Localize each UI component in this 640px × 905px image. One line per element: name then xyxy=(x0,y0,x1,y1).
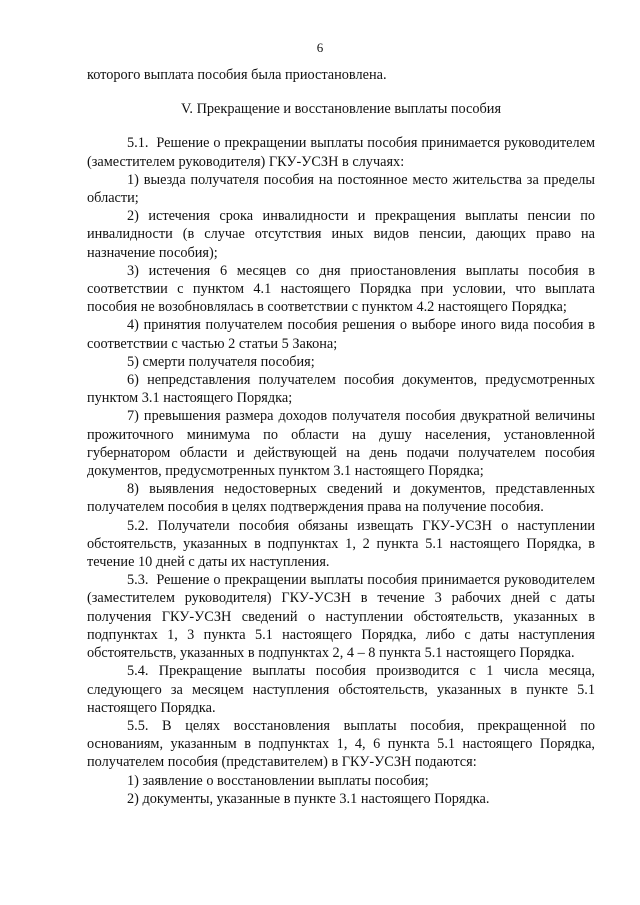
page-number: 6 xyxy=(316,40,324,55)
paragraph-5-3: 5.3. Решение о прекращении выплаты пособия принимается руководителем (заместителем руководителя) ГКУ-УСЗН в течение 3 рабочих дней с даты получения ГКУ-УСЗН сведений о наступлении обстоятельств, указанных в подпунктах 1, 3 пункта 5.1 настоящего Порядка, либо с даты наступления обстоятельств, указанных в подпунктах 2, 4 – 8 пункта 5.1 настоящего Порядка. xyxy=(87,572,595,662)
paragraph-5-4: 5.4. Прекращение выплаты пособия производится с 1 числа месяца, следующего за месяцем наступления обстоятельств, указанных в пункте 5.1 настоящего Порядка. xyxy=(87,663,595,716)
document-body xyxy=(87,66,595,808)
paragraph-5-1: 5.1. Решение о прекращении выплаты пособия принимается руководителем (заместителем руководителя) ГКУ-УСЗН в случаях: xyxy=(87,135,595,170)
list-item: 3) истечения 6 месяцев со дня приостановления выплаты пособия в соответствии с пунктом 4.1 настоящего Порядка при условии, что выплата пособия не возобновлялась в соответствии с пунктом 4.2 настоящего Порядка; xyxy=(87,262,595,316)
list-item: 1) выезда получателя пособия на постоянное место жительства за пределы области; xyxy=(87,171,595,207)
paragraph-5-5: 5.5. В целях восстановления выплаты пособия, прекращенной по основаниям, указанным в подпунктах 1, 4, 6 пункта 5.1 настоящего Порядка, получателем пособия (представителем) в ГКУ-УСЗН подаются: xyxy=(87,717,595,771)
section-title: V. Прекращение и восстановление выплаты пособия xyxy=(180,101,502,118)
list-item: 2) истечения срока инвалидности и прекращения выплаты пенсии по инвалидности (в случае отсутствия иных видов пенсии, дающих право на назначение пособия); xyxy=(87,208,595,261)
list-item: 2) документы, указанные в пункте 3.1 настоящего Порядка. xyxy=(127,790,490,807)
list-item: 6) непредставления получателем пособия документов, предусмотренных пунктом 3.1 настоящего Порядка; xyxy=(87,372,595,407)
list-item: 1) заявление о восстановлении выплаты пособия; xyxy=(127,772,429,789)
paragraph-5-2: 5.2. Получатели пособия обязаны извещать ГКУ-УСЗН о наступлении обстоятельств, указанных в подпунктах 1, 2 пункта 5.1 настоящего Порядка, в течение 10 дней с даты их наступления. xyxy=(87,517,595,571)
list-item: 7) превышения размера доходов получателя пособия двукратной величины прожиточного минимума по области на душу населения, установленной губернатором области и действующей на день подачи получателем пособия документов, предусмотренных пунктом 3.1 настоящего Порядка; xyxy=(87,408,595,480)
list-item: 5) смерти получателя пособия; xyxy=(127,353,315,370)
list-item: 4) принятия получателем пособия решения о выборе иного вида пособия в соответствии с частью 2 статьи 5 Закона; xyxy=(87,317,595,352)
list-item: 8) выявления недостоверных сведений и документов, представленных получателем пособия в целях подтверждения права на получение пособия. xyxy=(87,481,595,516)
lead-text: которого выплата пособия была приостановлена. xyxy=(87,67,387,83)
